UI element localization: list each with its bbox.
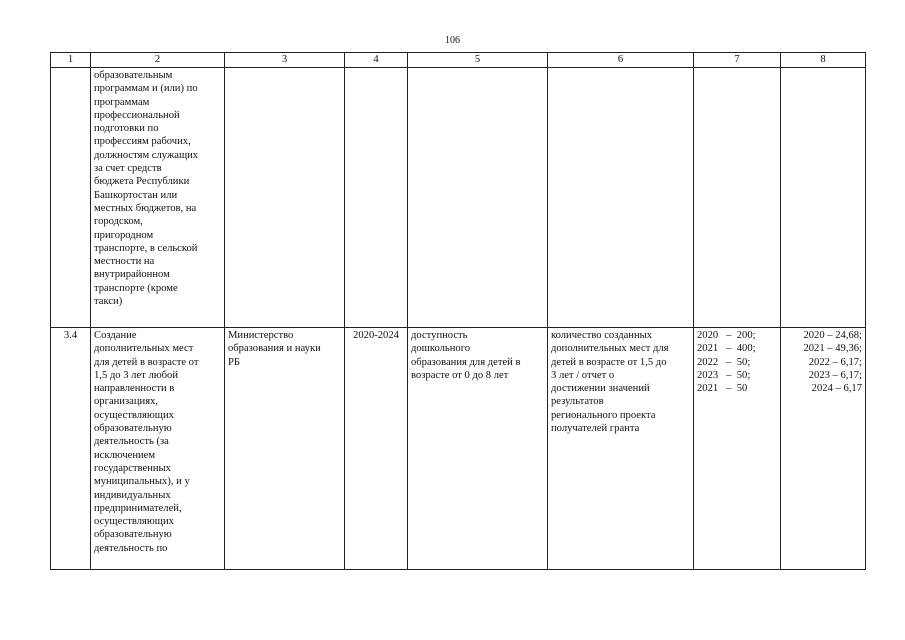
cell-period — [345, 68, 408, 328]
cell-item-number — [51, 68, 91, 328]
column-number-7: 7 — [694, 53, 781, 68]
cell-period: 2020-2024 — [345, 328, 408, 570]
cell-measure-name — [91, 328, 225, 570]
cell-item-number: 3.4 — [51, 328, 91, 570]
column-number-2: 2 — [91, 53, 225, 68]
page-number: 106 — [445, 35, 460, 46]
column-number-4: 4 — [345, 53, 408, 68]
cell-goal — [408, 328, 548, 570]
program-table — [50, 52, 866, 570]
column-number-6: 6 — [548, 53, 694, 68]
responsible-text: Министерство образования и науки РБ — [228, 330, 321, 368]
cell-indicator — [548, 68, 694, 328]
column-number-5: 5 — [408, 53, 548, 68]
column-number-3: 3 — [225, 53, 345, 68]
cell-goal — [408, 68, 548, 328]
column-number-8: 8 — [781, 53, 866, 68]
measure-name-text: образовательным программам и (или) по программам профессиональной подготовки по профессиям рабочих, должностям служащих за счет средств бюджета Республики Башкортостан или местных бюджетов, на городском, пригородном транспорте, в сельской местности на внутрирайонном транспорте (кроме такси) — [94, 70, 199, 308]
table-header-row — [51, 53, 866, 68]
cell-indicator-values: 2020 – 200; 2021 – 400; 2022 – 50; 2023 – 50; 2021 – 50 — [694, 328, 781, 570]
measure-name-text: Создание дополнительных мест для детей в возрасте от 1,5 до 3 лет любой направленности в организациях, осуществляющих образовательную деятельность (за исключением государственных муниципальных), и у индивидуальных предпринимателей, осуществляющих образовательную деятельность по — [94, 330, 199, 554]
cell-funding: 2020 – 24,68; 2021 – 49,36; 2022 – 6,17; 2023 – 6,17; 2024 – 6,17 — [781, 328, 866, 570]
cell-indicator — [548, 328, 694, 570]
cell-responsible — [225, 328, 345, 570]
cell-responsible — [225, 68, 345, 328]
cell-funding — [781, 68, 866, 328]
cell-measure-name — [91, 68, 225, 328]
goal-text: доступность дошкольного образования для детей в возрасте от 0 до 8 лет — [411, 330, 521, 381]
indicator-text: количество созданных дополнительных мест для детей в возрасте от 1,5 до 3 лет / отчет о достижении значений результатов регионального проекта получателей гранта — [551, 330, 669, 435]
table-row — [51, 68, 866, 328]
cell-indicator-values — [694, 68, 781, 328]
table-row — [51, 328, 866, 570]
column-number-1: 1 — [51, 53, 91, 68]
